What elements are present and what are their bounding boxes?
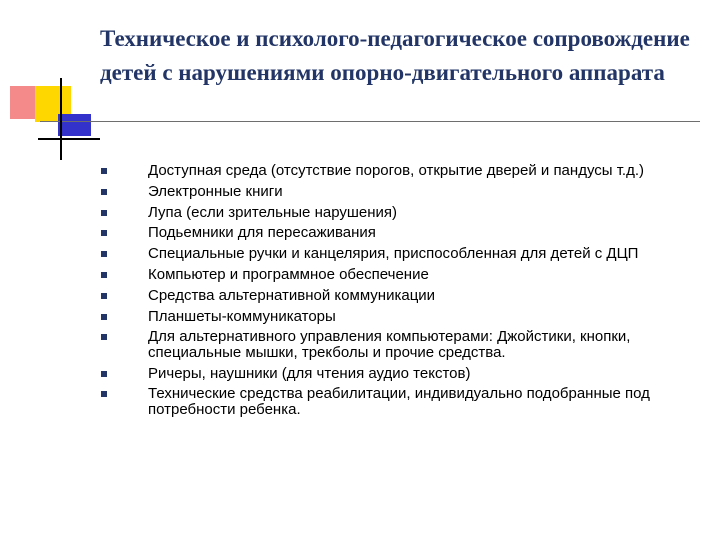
bullet-text: Средства альтернативной коммуникации [148, 286, 436, 304]
bullet-text: Подьемники для пересаживания [148, 224, 376, 242]
bullet-text: Ричеры, наушники (для чтения аудио текстов) [148, 364, 471, 382]
bullet-marker-icon [101, 210, 107, 216]
bullet-item [100, 184, 700, 200]
decor-horizontal-rule [40, 121, 700, 122]
bullet-item [100, 267, 700, 283]
bullet-item [100, 329, 700, 360]
bullet-marker-icon [101, 293, 107, 299]
bullet-text: Электронные книги [148, 182, 283, 200]
bullet-text: Доступная среда (отсутствие порогов, открытие дверей и пандусы т.д.) [148, 162, 645, 179]
bullet-item [100, 225, 700, 241]
bullet-marker-icon [101, 391, 107, 397]
bullet-text: Компьютер и программное обеспечение [148, 265, 429, 283]
bullet-item [100, 246, 700, 262]
bullet-item [100, 205, 700, 221]
decor-blue-square [58, 114, 91, 136]
decor-vertical-line [60, 78, 62, 160]
bullet-marker-icon [101, 272, 107, 278]
bullet-marker-icon [101, 314, 107, 320]
slide-title: Техническое и психолого-педагогическое сопровождение детей с нарушениями опорно-двигательного аппарата [100, 26, 690, 85]
bullet-text: Для альтернативного управления компьютерами: Джойстики, кнопки, специальные мышки, трекболы и прочие средства. [148, 328, 631, 361]
bullet-item [100, 288, 700, 304]
bullet-text: Специальные ручки и канцелярия, приспособленная для детей с ДЦП [148, 245, 639, 263]
bullet-marker-icon [101, 168, 107, 174]
bullet-marker-icon [101, 189, 107, 195]
bullet-marker-icon [101, 230, 107, 236]
bullet-marker-icon [101, 251, 107, 257]
bullet-marker-icon [101, 334, 107, 340]
bullet-item [100, 309, 700, 325]
bullet-text: Лупа (если зрительные нарушения) [148, 203, 398, 221]
bullet-list [100, 163, 700, 423]
decor-horizontal-line [38, 138, 100, 140]
bullet-item [100, 386, 700, 417]
bullet-marker-icon [101, 371, 107, 377]
bullet-text: Технические средства реабилитации, индивидуально подобранные под потребности ребенка. [148, 385, 650, 418]
bullet-item [100, 163, 700, 179]
bullet-item [100, 366, 700, 382]
bullet-text: Планшеты-коммуникаторы [148, 307, 336, 325]
